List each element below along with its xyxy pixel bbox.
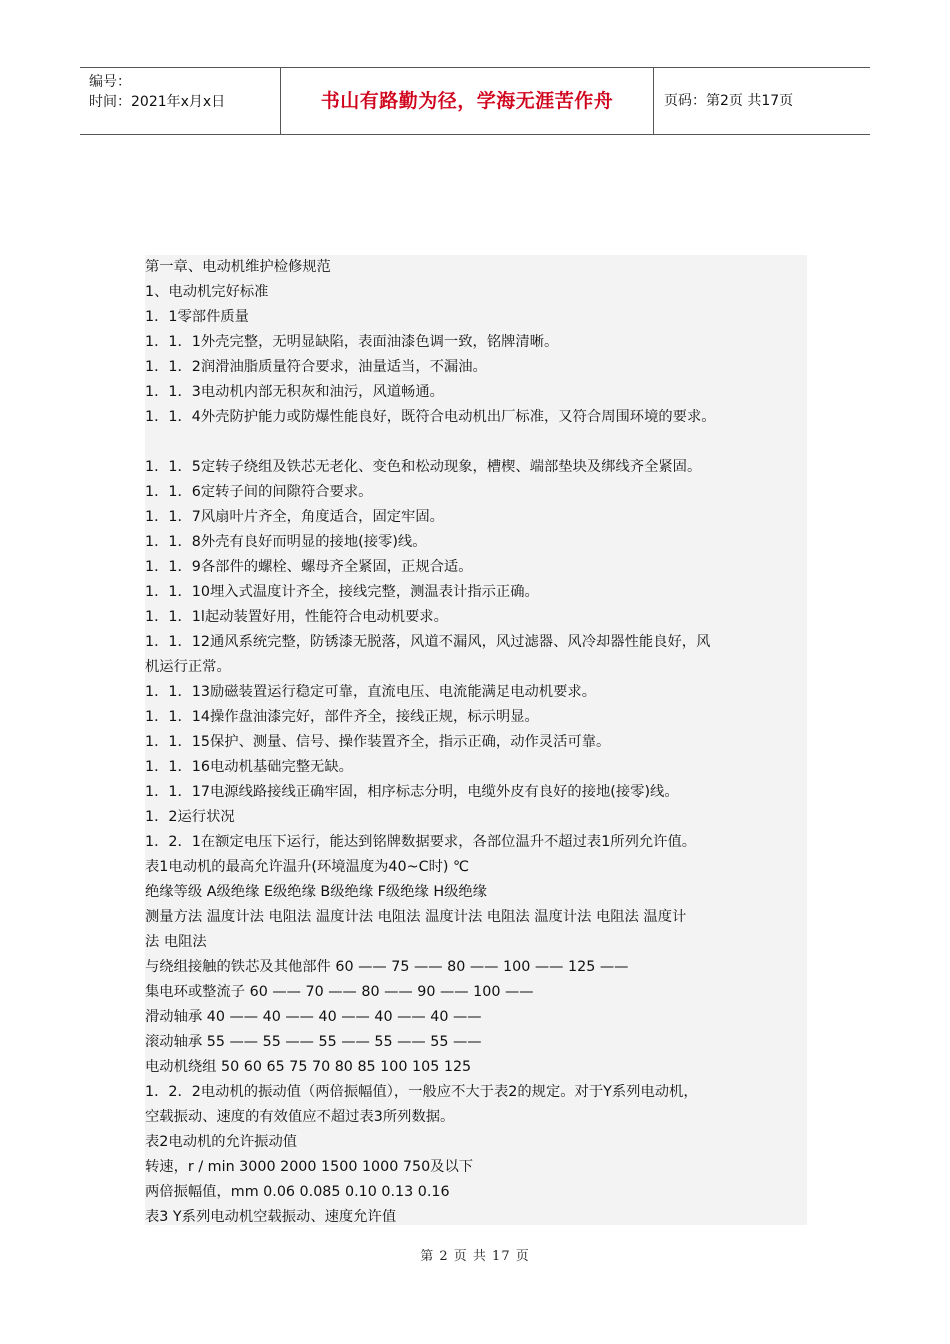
text-line: 1．1．16电动机基础完整无缺。 <box>145 759 353 775</box>
text-line: 1．1．9各部件的螺栓、螺母齐全紧固，正规合适。 <box>145 559 473 575</box>
text-line: 与绕组接触的铁芯及其他部件 60 —— 75 —— 80 —— 100 —— 125 —— <box>145 959 629 975</box>
page-header <box>80 67 870 135</box>
text-line: 1．1．1外壳完整，无明显缺陷，表面油漆色调一致，铭牌清晰。 <box>145 334 559 350</box>
text-line: 1．1．15保护、测量、信号、操作装置齐全，指示正确，动作灵活可靠。 <box>145 734 611 750</box>
header-motto: 书山有路勤为径，学海无涯苦作舟 <box>281 68 654 134</box>
text-line: 机运行正常。 <box>145 659 231 675</box>
text-line: 电动机绕组 50 60 65 75 70 80 85 100 105 125 <box>145 1059 472 1075</box>
text-line: 表3 Y系列电动机空载振动、速度允许值 <box>145 1209 397 1225</box>
text-line: 两倍振幅值，mm 0.06 0.085 0.10 0.13 0.16 <box>145 1184 450 1200</box>
text-line: 滚动轴承 55 —— 55 —— 55 —— 55 —— 55 —— <box>145 1034 482 1050</box>
text-line: 1．1．13励磁装置运行稳定可靠，直流电压、电流能满足电动机要求。 <box>145 684 596 700</box>
text-line: 1．1．14操作盘油漆完好，部件齐全，接线正规，标示明显。 <box>145 709 539 725</box>
text-line: 绝缘等级 A级绝缘 E级绝缘 B级绝缘 F级绝缘 H级绝缘 <box>145 884 487 900</box>
text-line: 第一章、电动机维护检修规范 <box>145 259 331 275</box>
text-line: 空载振动、速度的有效值应不超过表3所列数据。 <box>145 1109 455 1125</box>
text-line: 表1电动机的最高允许温升(环境温度为40~C时) ℃ <box>145 859 470 875</box>
header-info-cell <box>80 68 281 134</box>
text-line: 1．2运行状况 <box>145 809 235 825</box>
text-line: 1．2．2电动机的振动值（两倍振幅值），一般应不大于表2的规定。对于Y系列电动机， <box>145 1084 698 1100</box>
text-line: 集电环或整流子 60 —— 70 —— 80 —— 90 —— 100 —— <box>145 984 534 1000</box>
text-line: 1．1．4外壳防护能力或防爆性能良好，既符合电动机出厂标准，又符合周围环境的要求。 <box>145 409 716 425</box>
text-line: 1．2．1在额定电压下运行，能达到铭牌数据要求，各部位温升不超过表1所列允许值。 <box>145 834 697 850</box>
text-line: 1．1．2润滑油脂质量符合要求，油量适当，不漏油。 <box>145 359 487 375</box>
text-line: 1．1．8外壳有良好而明显的接地(接零)线。 <box>145 534 427 550</box>
text-line: 1．1零部件质量 <box>145 309 249 325</box>
header-page-label: 页码：第2页 共17页 <box>664 93 794 109</box>
document-time-label: 时间：2021年x月x日 <box>89 94 226 110</box>
document-body <box>145 255 807 1225</box>
text-line: 1．1．12通风系统完整，防锈漆无脱落，风道不漏风，风过滤器、风冷却器性能良好，风 <box>145 634 711 650</box>
text-line: 1．1．17电源线路接线正确牢固，相序标志分明，电缆外皮有良好的接地(接零)线。 <box>145 784 679 800</box>
text-line: 1．1．5定转子绕组及铁芯无老化、变色和松动现象，槽楔、端部垫块及绑线齐全紧固。 <box>145 459 702 475</box>
text-line: 表2电动机的允许振动值 <box>145 1134 298 1150</box>
text-line: 1、电动机完好标准 <box>145 284 269 300</box>
text-line: 测量方法 温度计法 电阻法 温度计法 电阻法 温度计法 电阻法 温度计法 电阻法 温度计 <box>145 909 687 925</box>
text-line: 滑动轴承 40 —— 40 —— 40 —— 40 —— 40 —— <box>145 1009 482 1025</box>
text-line: 1．1．10埋入式温度计齐全，接线完整，测温表计指示正确。 <box>145 584 539 600</box>
page-footer: 第 2 页 共 17 页 <box>420 1249 530 1264</box>
text-line: 转速，r / min 3000 2000 1500 1000 750及以下 <box>145 1159 474 1175</box>
document-number-label: 编号： <box>89 74 131 90</box>
text-line: 1．1．3电动机内部无积灰和油污，风道畅通。 <box>145 384 444 400</box>
text-line: 1．1．1l起动装置好用，性能符合电动机要求。 <box>145 609 448 625</box>
text-line: 1．1．6定转子间的间隙符合要求。 <box>145 484 373 500</box>
text-line: 法 电阻法 <box>145 934 207 950</box>
text-line: 1．1．7风扇叶片齐全，角度适合，固定牢固。 <box>145 509 444 525</box>
